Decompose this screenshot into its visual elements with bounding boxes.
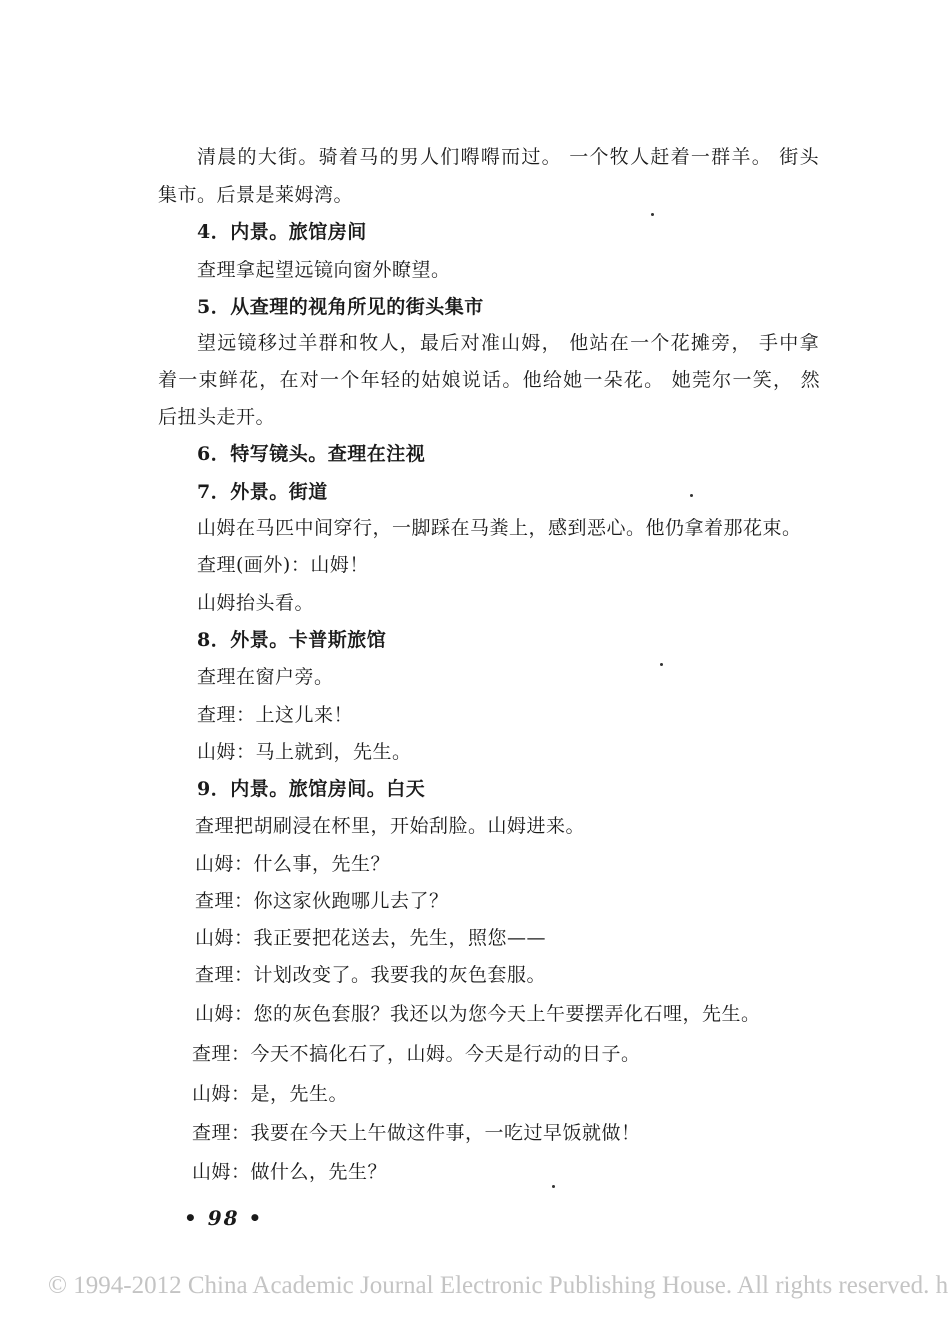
speck bbox=[690, 494, 693, 497]
text-line: 山姆：什么事，先生？ bbox=[195, 853, 391, 875]
text-line: 集市。后景是莱姆湾。 bbox=[158, 184, 354, 206]
section-heading: 8．外景。卡普斯旅馆 bbox=[197, 629, 387, 651]
text-line: 查理拿起望远镜向窗外瞭望。 bbox=[197, 259, 451, 281]
text-line: 查理：计划改变了。我要我的灰色套服。 bbox=[195, 964, 547, 986]
section-heading: 6．特写镜头。查理在注视 bbox=[197, 443, 426, 465]
section-heading: 5．从查理的视角所见的街头集市 bbox=[197, 296, 484, 318]
text-line: 查理在窗户旁。 bbox=[197, 666, 334, 688]
text-line: 后扭头走开。 bbox=[158, 406, 276, 428]
text-line: 山姆：您的灰色套服？我还以为您今天上午要摆弄化石哩，先生。 bbox=[195, 1003, 761, 1025]
text-line: 查理：今天不搞化石了，山姆。今天是行动的日子。 bbox=[192, 1043, 641, 1065]
section-heading: 9．内景。旅馆房间。白天 bbox=[197, 778, 426, 800]
text-line: 山姆：做什么，先生？ bbox=[192, 1161, 388, 1183]
text-line: 查理：你这家伙跑哪儿去了？ bbox=[195, 890, 449, 912]
text-line: 山姆：我正要把花送去，先生，照您—— bbox=[195, 927, 547, 949]
page-number: • 98 • bbox=[184, 1206, 264, 1230]
section-heading: 4．内景。旅馆房间 bbox=[197, 221, 367, 243]
text-line: 查理把胡刷浸在杯里，开始刮脸。山姆进来。 bbox=[195, 815, 586, 837]
speck bbox=[552, 1185, 555, 1188]
text-line: 着一束鲜花，在对一个年轻的姑娘说话。他给她一朵花。 她莞尔一笑， 然 bbox=[158, 369, 821, 391]
text-line: 山姆抬头看。 bbox=[197, 592, 315, 614]
copyright-notice: © 1994-2012 China Academic Journal Electronic Publishing House. All rights reserved. h bbox=[48, 1272, 949, 1299]
text-line: 查理(画外)：山姆！ bbox=[197, 554, 369, 576]
text-line: 山姆在马匹中间穿行，一脚踩在马粪上，感到恶心。他仍拿着那花束。 bbox=[197, 517, 802, 539]
section-heading: 7．外景。街道 bbox=[197, 481, 328, 503]
text-line: 望远镜移过羊群和牧人，最后对准山姆， 他站在一个花摊旁， 手中拿 bbox=[197, 332, 820, 354]
speck bbox=[660, 663, 663, 666]
speck bbox=[651, 213, 654, 216]
text-line: 查理：上这儿来！ bbox=[197, 704, 354, 726]
text-line: 山姆：马上就到，先生。 bbox=[197, 741, 412, 763]
text-line: 查理：我要在今天上午做这件事，一吃过早饭就做！ bbox=[192, 1122, 641, 1144]
text-line: 山姆：是，先生。 bbox=[192, 1083, 349, 1105]
text-line: 清晨的大街。骑着马的男人们嘚嘚而过。 一个牧人赶着一群羊。 街头 bbox=[197, 146, 820, 168]
